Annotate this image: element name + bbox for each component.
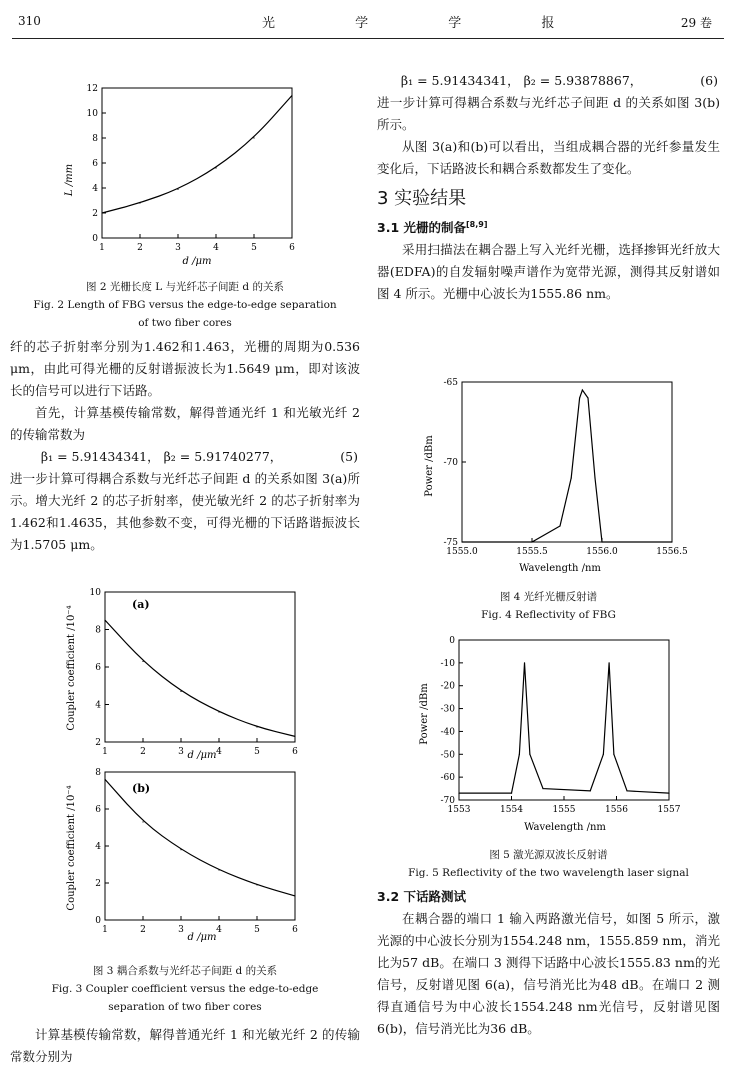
x-tick-label: 5 (254, 747, 260, 757)
fig2-caption-en2: of two fiber cores (138, 317, 232, 329)
x-tick-label: 2 (137, 243, 143, 253)
fig4-point (559, 525, 560, 526)
x-tick-label: 5 (254, 925, 260, 935)
fig2-caption-en1: Fig. 2 Length of FBG versus the edge-to-edge separation (33, 299, 337, 311)
x-tick-label: 6 (292, 747, 298, 757)
fig5-point (603, 754, 604, 755)
fig2-point (101, 212, 102, 213)
page-number: 310 (18, 14, 41, 28)
y-tick-label: -10 (440, 658, 455, 669)
x-tick-label: 6 (289, 243, 295, 253)
y-tick-label: -70 (443, 458, 458, 468)
left-text-block-2 (10, 1024, 360, 1068)
fig5-point (529, 754, 530, 755)
fig3a-label: (a) (132, 598, 150, 611)
x-tick-label: 3 (178, 747, 184, 757)
fig3-chart (60, 586, 320, 954)
paragraph: 纤的芯子折射率分别为1.462和1.463，光栅的周期为0.536 μm，由此可得光栅的反射谱振波长为1.5649 μm，即对该波长的信号可以进行下话路。 (10, 339, 360, 398)
y-tick-label: 12 (86, 84, 98, 94)
paragraph: 进一步计算可得耦合系数与光纤芯子间距 d 的关系如图 3(a)所示。增大光纤 2 的芯子折射率，使光敏光纤 2 的芯子折射率为1.462和1.4635，其他参数不变，可得光栅的下话路谐振波长为1.5705 μm。 (10, 471, 360, 552)
fig4-point (587, 397, 588, 398)
fig3a-point (104, 620, 105, 621)
header-rule (12, 38, 724, 39)
y-tick-label: 8 (95, 625, 101, 636)
fig3b-xlabel: d /μm (187, 932, 217, 943)
fig3-caption (10, 962, 360, 1016)
fig5-point (590, 790, 591, 791)
y-tick-label: 8 (92, 134, 98, 144)
fig5-chart (415, 634, 695, 834)
equation-6: β₁ = 5.91434341， β₂ = 5.93878867， (6) (400, 73, 718, 88)
fig2-caption-cn: 图 2 光栅长度 L 与光纤芯子间距 d 的关系 (86, 281, 284, 293)
fig5-caption (377, 846, 720, 882)
fig3b-point (294, 895, 295, 896)
equation-5: β₁ = 5.91434341， β₂ = 5.91740277， (5) (40, 449, 358, 464)
x-tick-label: 6 (292, 925, 298, 935)
fig3a-series-line (105, 620, 295, 736)
fig5-point (519, 754, 520, 755)
right-text-block-1 (377, 70, 720, 305)
paragraph: 从图 3(a)和(b)可以看出，当组成耦合器的光纤参量发生变化后，下话路波长和耦合系数都发生了变化。 (377, 139, 720, 176)
y-tick-label: 0 (95, 916, 101, 926)
y-tick-label: 4 (95, 700, 101, 711)
fig3-caption-cn: 图 3 耦合系数与光纤芯子间距 d 的关系 (92, 965, 278, 977)
fig4-ylabel: Power /dBm (424, 435, 435, 497)
fig5-caption-cn: 图 5 激光源双波长反射谱 (489, 849, 608, 861)
fig3a-point (218, 711, 219, 712)
x-tick-label: 1554 (500, 805, 523, 815)
fig3-caption-en1: Fig. 3 Coupler coefficient versus the edge-to-edge (51, 983, 319, 995)
x-tick-label: 2 (140, 747, 146, 757)
fig3b-label: (b) (132, 782, 151, 795)
y-tick-label: 2 (92, 209, 98, 219)
x-tick-label: 5 (251, 243, 257, 253)
y-tick-label: -20 (440, 681, 455, 692)
paragraph: 计算基模传输常数，解得普通光纤 1 和光敏光纤 2 的传输常数分别为 (10, 1027, 360, 1064)
x-tick-label: 1557 (657, 805, 681, 815)
fig2-point (177, 189, 178, 190)
fig3-caption-en2: separation of two fiber cores (108, 1001, 262, 1013)
y-tick-label: -75 (443, 538, 458, 548)
x-tick-label: 3 (178, 925, 184, 935)
y-tick-label: 6 (95, 663, 101, 673)
fig5-point (458, 793, 459, 794)
fig4-point (579, 397, 580, 398)
fig4-point (671, 541, 672, 542)
fig5-series-line (459, 663, 669, 793)
fig5-point (608, 662, 609, 663)
fig2-caption (10, 278, 360, 332)
fig3a-xlabel: d /μm (187, 750, 217, 761)
subsection-heading: 3.1 光栅的制备[8,9] (377, 220, 488, 236)
fig2-ylabel: L /mm (64, 163, 75, 197)
x-tick-label: 1555.0 (446, 547, 478, 557)
fig4-point (571, 477, 572, 478)
fig4-caption-en: Fig. 4 Reflectivity of FBG (481, 609, 616, 621)
y-tick-label: 8 (95, 768, 101, 778)
x-tick-label: 1556.5 (656, 547, 688, 557)
x-tick-label: 1556.0 (586, 547, 618, 557)
fig4-point (601, 541, 602, 542)
fig3a-point (180, 691, 181, 692)
subsection-heading: 3.2 下话路测试 (377, 889, 466, 904)
fig5-ylabel: Power /dBm (419, 683, 430, 745)
y-tick-label: -40 (440, 727, 455, 738)
y-tick-label: -70 (440, 796, 455, 806)
fig2-series-line (102, 96, 292, 214)
x-tick-label: 1 (102, 747, 108, 757)
fig3a-frame (105, 592, 295, 742)
x-tick-label: 1 (99, 243, 105, 253)
y-tick-label: 10 (86, 109, 98, 119)
y-tick-label: 0 (449, 636, 455, 646)
x-tick-label: 1556 (605, 805, 628, 815)
fig5-point (542, 788, 543, 789)
fig3b-ylabel: Coupler coefficient /10⁻⁴ (66, 785, 77, 911)
fig3b-point (256, 884, 257, 885)
fig5-point (668, 793, 669, 794)
fig2-point (139, 202, 140, 203)
fig4-point (531, 541, 532, 542)
fig5-point (626, 790, 627, 791)
fig2-chart (60, 80, 310, 270)
y-tick-label: 2 (95, 738, 101, 748)
fig3a-ylabel: Coupler coefficient /10⁻⁴ (66, 605, 77, 731)
fig3a-point (142, 661, 143, 662)
y-tick-label: 10 (89, 588, 101, 598)
fig5-point (613, 754, 614, 755)
fig2-point (215, 167, 216, 168)
fig3b-point (218, 869, 219, 870)
fig4-frame (462, 382, 672, 542)
y-tick-label: -60 (440, 773, 455, 784)
fig4-caption (377, 588, 720, 624)
fig2-xlabel: d /μm (182, 256, 212, 267)
fig3b-point (180, 849, 181, 850)
fig5-frame (459, 640, 669, 800)
x-tick-label: 4 (216, 747, 222, 757)
y-tick-label: 6 (92, 159, 98, 169)
paragraph: 首先，计算基模传输常数，解得普通光纤 1 和光敏光纤 2 的传输常数为 (10, 405, 360, 442)
fig3a-point (294, 736, 295, 737)
fig5-point (511, 793, 512, 794)
fig4-point (582, 389, 583, 390)
x-tick-label: 2 (140, 925, 146, 935)
fig3b-point (104, 779, 105, 780)
y-tick-label: -30 (440, 704, 455, 715)
x-tick-label: 4 (213, 243, 219, 253)
fig3a-point (256, 726, 257, 727)
y-tick-label: -50 (440, 750, 455, 761)
fig3b-series-line (105, 779, 295, 896)
y-tick-label: 4 (95, 842, 101, 852)
fig2-point (253, 137, 254, 138)
volume: 29 卷 (680, 16, 712, 30)
running-header (0, 12, 732, 34)
y-tick-label: 0 (92, 234, 98, 244)
right-text-block-2 (377, 886, 720, 1040)
fig5-point (524, 662, 525, 663)
y-tick-label: -65 (443, 378, 458, 388)
journal-title: 光 学 学 报 (262, 16, 593, 31)
y-tick-label: 2 (95, 879, 101, 889)
fig4-point (594, 477, 595, 478)
paragraph: 在耦合器的端口 1 输入两路激光信号，如图 5 所示，激光源的中心波长分别为1554.248 nm，1555.859 nm，消光比为57 dB。在端口 3 测得下话路中心波长1555.83 nm的光信号，反射谱见图 6(a)，信号消光比为48 dB。在端口 2 测得直通信号为中心波长1554.248 nm光信号，反射谱见图 6(b)，信号消光比为36 dB。 (377, 911, 720, 1036)
fig4-series-line (462, 390, 672, 542)
fig2-frame (102, 88, 292, 238)
x-tick-label: 1555.5 (516, 547, 548, 557)
x-tick-label: 3 (175, 243, 181, 253)
y-tick-label: 6 (95, 805, 101, 815)
x-tick-label: 1 (102, 925, 108, 935)
fig5-xlabel: Wavelength /nm (524, 822, 606, 833)
left-text-block-1 (10, 336, 360, 556)
fig4-caption-cn: 图 4 光纤光栅反射谱 (499, 591, 598, 603)
fig4-xlabel: Wavelength /nm (519, 563, 601, 574)
y-tick-label: 4 (92, 184, 98, 194)
section-heading: 3 实验结果 (377, 188, 467, 209)
x-tick-label: 1555 (552, 805, 576, 815)
fig2-point (291, 95, 292, 96)
fig4-chart (420, 376, 690, 576)
x-tick-label: 4 (216, 925, 222, 935)
x-tick-label: 1553 (447, 805, 471, 815)
fig3b-point (142, 821, 143, 822)
fig5-caption-en: Fig. 5 Reflectivity of the two wavelength laser signal (408, 867, 689, 879)
paragraph: 进一步计算可得耦合系数与光纤芯子间距 d 的关系如图 3(b)所示。 (377, 95, 720, 132)
paragraph: 采用扫描法在耦合器上写入光纤光栅，选择掺铒光纤放大器(EDFA)的自发辐射噪声谱作为宽带光源，测得其反射谱如图 4 所示。光栅中心波长为1555.86 nm。 (377, 242, 720, 302)
fig4-point (461, 541, 462, 542)
